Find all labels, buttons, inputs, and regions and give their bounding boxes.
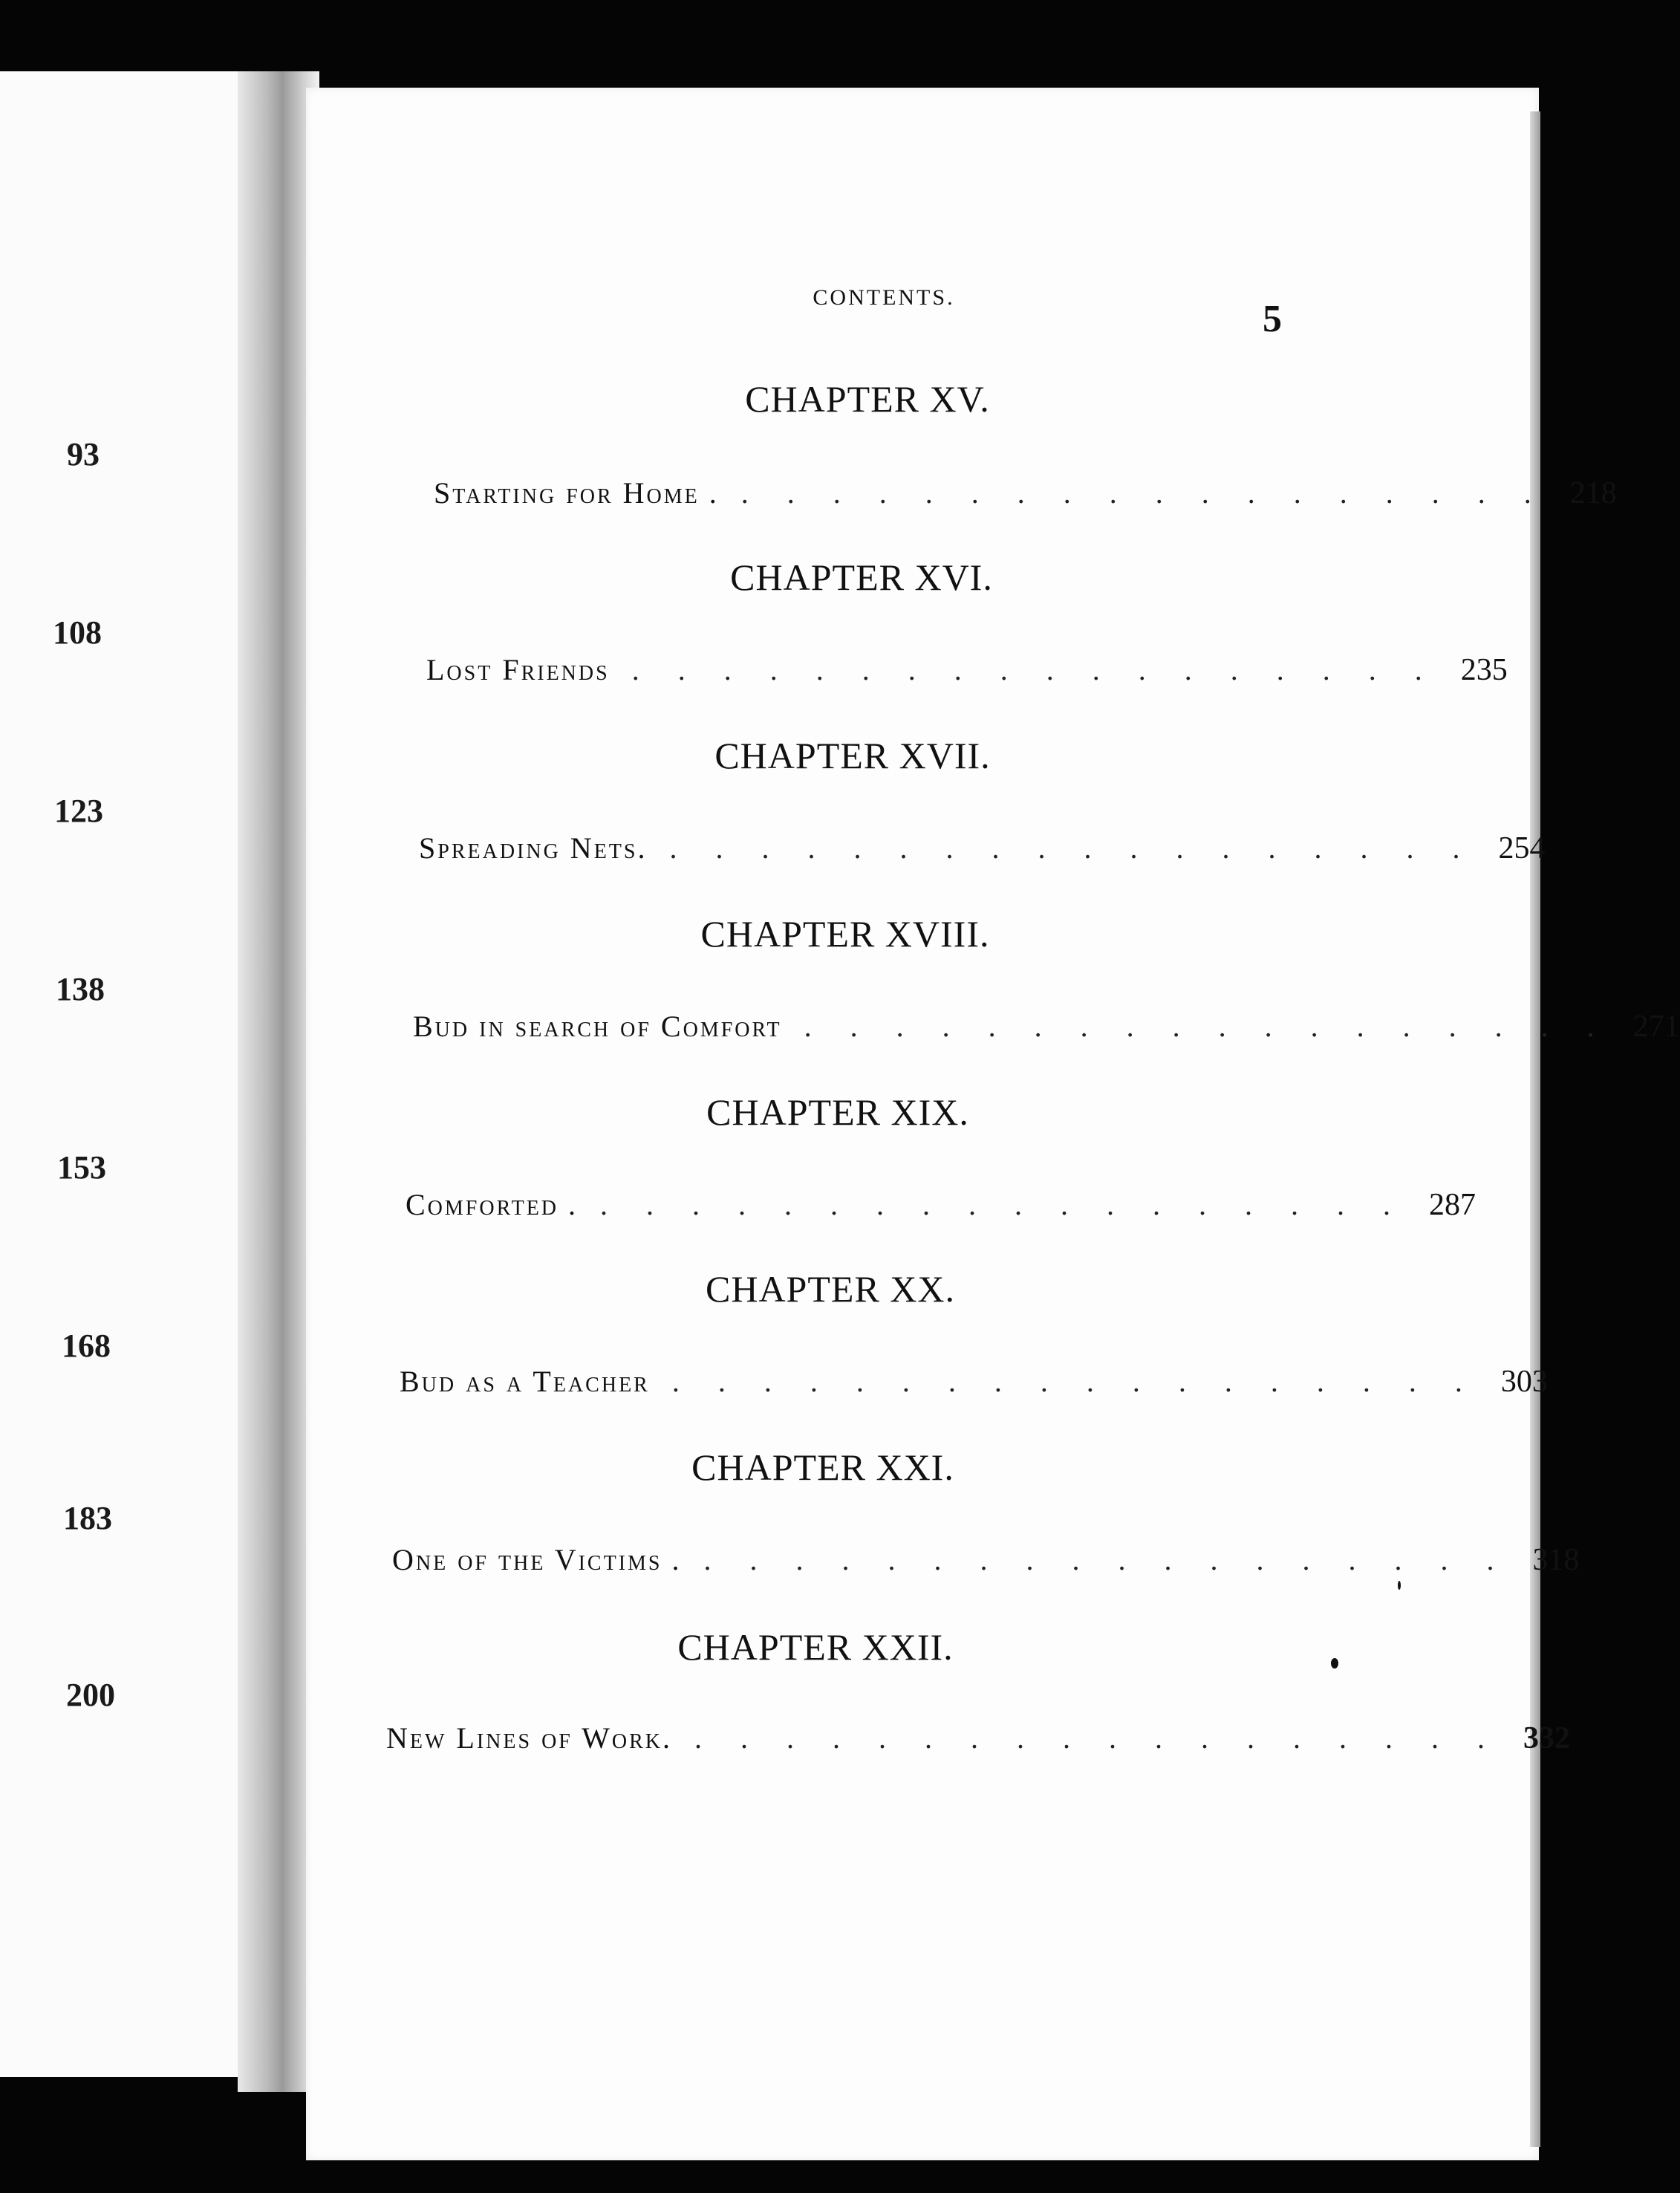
- chapter-page-number: 318: [1532, 1543, 1580, 1577]
- left-page-number: 153: [57, 1149, 106, 1186]
- chapter-title: New Lines of Work.: [386, 1721, 673, 1755]
- dot-leader: ..................: [703, 1543, 1533, 1576]
- chapter-heading: CHAPTER XVI.: [730, 556, 993, 598]
- dot-leader: ..................: [671, 1365, 1501, 1398]
- dot-leader: ..................: [600, 1188, 1430, 1221]
- chapter-page-number: 303: [1500, 1365, 1548, 1399]
- dot-leader: ..................: [631, 653, 1461, 686]
- chapter-heading: CHAPTER XX.: [705, 1268, 956, 1310]
- left-page: [0, 71, 258, 2077]
- chapter-page-number: 332: [1523, 1721, 1571, 1755]
- chapter-title: Bud in search of Comfort: [413, 1010, 782, 1043]
- running-head: CONTENTS.: [813, 285, 955, 310]
- chapter-heading: CHAPTER XVII.: [714, 735, 991, 776]
- toc-entry: [392, 1542, 1580, 1587]
- toc-entry: [400, 1364, 1548, 1409]
- dot-leader: ..................: [694, 1721, 1524, 1755]
- chapter-heading: CHAPTER XV.: [745, 378, 990, 420]
- dot-leader: ..................: [669, 831, 1499, 865]
- page-edge: [1530, 111, 1540, 2147]
- left-page-number: 168: [62, 1328, 111, 1364]
- chapter-title: Starting for Home .: [434, 476, 719, 510]
- chapter-title: One of the Victims .: [392, 1543, 682, 1576]
- chapter-title: Lost Friends: [426, 653, 610, 686]
- chapter-page-number: 235: [1460, 653, 1508, 687]
- chapter-heading: CHAPTER XXI.: [691, 1446, 954, 1488]
- toc-entry: [426, 652, 1508, 697]
- left-page-number: 108: [53, 614, 102, 651]
- left-page-number: 183: [63, 1500, 112, 1536]
- chapter-title: Spreading Nets.: [419, 831, 648, 865]
- left-page-number: 93: [67, 436, 100, 472]
- dot-leader: ..................: [804, 1010, 1633, 1043]
- scan-speck: [1331, 1658, 1338, 1669]
- chapter-page-number: 254: [1498, 831, 1546, 865]
- chapter-page-number: 287: [1429, 1188, 1476, 1222]
- toc-entry: [406, 1187, 1476, 1232]
- chapter-heading: CHAPTER XIX.: [706, 1091, 969, 1133]
- left-page-number: 200: [66, 1677, 115, 1713]
- chapter-heading: CHAPTER XXII.: [677, 1626, 954, 1668]
- chapter-heading: CHAPTER XVIII.: [700, 913, 990, 955]
- toc-entry: [434, 475, 1617, 520]
- dot-leader: ..................: [740, 476, 1570, 510]
- left-page-number: 138: [56, 971, 105, 1007]
- chapter-page-number: 271: [1632, 1010, 1680, 1044]
- folio-page-number: 5: [1263, 298, 1282, 340]
- toc-entry: [386, 1721, 1571, 1765]
- left-page-number: 123: [54, 793, 103, 829]
- scan-speck: [1398, 1581, 1401, 1590]
- chapter-page-number: 218: [1569, 476, 1617, 510]
- toc-entry: [419, 831, 1546, 875]
- toc-entry: [413, 1009, 1680, 1053]
- chapter-title: Comforted .: [406, 1188, 579, 1221]
- chapter-title: Bud as a Teacher: [400, 1365, 650, 1398]
